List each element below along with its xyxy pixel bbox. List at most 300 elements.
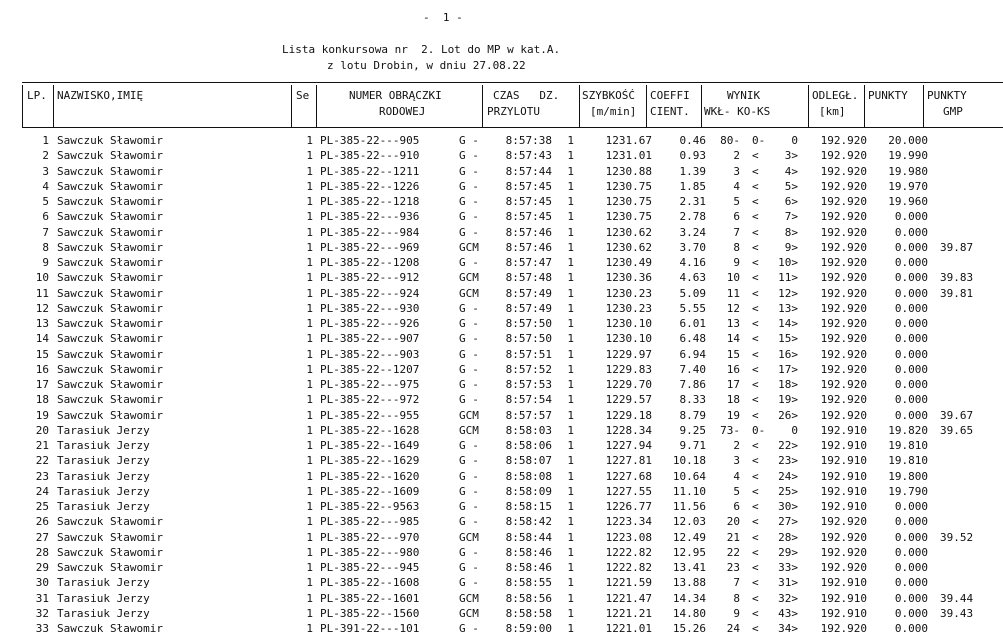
- cell-day: 1: [567, 515, 574, 529]
- cell-lp: 8: [42, 240, 49, 254]
- cell-day: 1: [567, 545, 574, 559]
- cell-day: 1: [567, 149, 574, 163]
- cell-points: 0.000: [894, 500, 928, 513]
- cell-points: 19.990: [888, 149, 928, 163]
- cell-lp: 17: [35, 378, 49, 391]
- cell-coeff: 10.64: [672, 469, 706, 483]
- cell-ko: <: [752, 347, 759, 361]
- cell-time: 8:58:46: [505, 545, 552, 559]
- cell-name: Tarasiuk Jerzy: [57, 576, 150, 590]
- cell-distance: 192.920: [820, 378, 867, 391]
- cell-coeff: 6.94: [679, 347, 706, 361]
- cell-name: Sawczuk Sławomir: [57, 332, 163, 346]
- cell-wkl: 18: [726, 393, 740, 407]
- cell-wkl: 14: [726, 332, 740, 346]
- cell-day: 1: [567, 210, 574, 224]
- cell-speed: 1221.01: [605, 622, 652, 635]
- cell-day: 1: [567, 561, 574, 574]
- cell-lp: 1: [42, 134, 49, 147]
- cell-wkl: 15: [726, 347, 740, 361]
- cell-se: 1: [306, 149, 313, 163]
- cell-day: 1: [567, 225, 574, 239]
- cell-day: 1: [567, 378, 574, 391]
- cell-ko: <: [752, 301, 759, 315]
- cell-se: 1: [306, 210, 313, 224]
- cell-distance: 192.920: [820, 393, 867, 407]
- cell-gmp: 39.67: [940, 408, 974, 422]
- cell-coeff: 12.49: [672, 530, 706, 544]
- cell-name: Sawczuk Sławomir: [57, 530, 163, 544]
- cell-coeff: 3.70: [679, 240, 706, 254]
- cell-points: 19.820: [888, 423, 928, 437]
- table-row: [0, 484, 1003, 499]
- header-name: NAZWISKO,IMIĘ: [57, 89, 144, 102]
- cell-category: G -: [459, 347, 479, 361]
- cell-category: G -: [459, 500, 479, 513]
- cell-points: 19.960: [888, 195, 928, 208]
- cell-day: 1: [567, 195, 574, 208]
- cell-wkl: 8: [733, 591, 740, 605]
- list-subtitle: z lotu Drobin, w dniu 27.08.22: [327, 59, 526, 72]
- cell-coeff: 10.18: [672, 454, 706, 468]
- cell-ks: 22>: [778, 439, 798, 452]
- cell-wkl: 5: [733, 195, 740, 208]
- cell-ko: <: [752, 179, 759, 193]
- cell-gmp: 39.87: [940, 240, 974, 254]
- cell-lp: 11: [35, 286, 49, 300]
- cell-name: Sawczuk Sławomir: [57, 271, 163, 285]
- cell-day: 1: [567, 271, 574, 285]
- cell-points: 0.000: [894, 347, 928, 361]
- table-row: [0, 133, 1003, 148]
- cell-ks: 28>: [778, 530, 798, 544]
- cell-ko: <: [752, 515, 759, 529]
- cell-coeff: 2.78: [679, 210, 706, 224]
- cell-lp: 30: [35, 576, 49, 590]
- cell-category: G -: [459, 225, 479, 239]
- header-gmp-sub: GMP: [943, 105, 963, 118]
- cell-category: G -: [459, 195, 479, 208]
- cell-points: 0.000: [894, 378, 928, 391]
- cell-points: 0.000: [894, 225, 928, 239]
- cell-ring: PL-385-22---926: [320, 317, 420, 330]
- page-number: - 1 -: [423, 11, 463, 24]
- cell-lp: 26: [35, 515, 49, 529]
- cell-distance: 192.910: [820, 500, 867, 513]
- cell-coeff: 3.24: [679, 225, 706, 239]
- table-row: [0, 179, 1003, 194]
- cell-time: 8:58:15: [505, 500, 552, 513]
- cell-se: 1: [306, 591, 313, 605]
- cell-ring: PL-385-22---903: [320, 347, 420, 361]
- results-table: [0, 133, 1003, 636]
- cell-distance: 192.920: [820, 179, 867, 193]
- cell-ring: PL-385-22---910: [320, 149, 420, 163]
- cell-ring: PL-385-22--1601: [320, 591, 420, 605]
- cell-wkl: 8: [733, 240, 740, 254]
- cell-distance: 192.920: [820, 530, 867, 544]
- cell-lp: 15: [35, 347, 49, 361]
- table-row: [0, 164, 1003, 179]
- cell-lp: 12: [35, 301, 49, 315]
- cell-wkl: 7: [733, 576, 740, 590]
- cell-name: Tarasiuk Jerzy: [57, 591, 150, 605]
- cell-speed: 1227.94: [605, 439, 652, 452]
- cell-name: Sawczuk Sławomir: [57, 347, 163, 361]
- cell-ks: 27>: [778, 515, 798, 529]
- cell-category: G -: [459, 515, 479, 529]
- cell-name: Sawczuk Sławomir: [57, 256, 163, 269]
- cell-ring: PL-385-22--9563: [320, 500, 420, 513]
- cell-category: G -: [459, 301, 479, 315]
- cell-points: 0.000: [894, 606, 928, 620]
- cell-ko: <: [752, 286, 759, 300]
- header-distance: ODLEGŁ.: [812, 89, 859, 102]
- cell-coeff: 15.26: [672, 622, 706, 635]
- cell-wkl: 2: [733, 149, 740, 163]
- cell-ks: 33>: [778, 561, 798, 574]
- cell-gmp: 39.52: [940, 530, 974, 544]
- cell-time: 8:57:50: [505, 317, 552, 330]
- cell-lp: 21: [35, 439, 49, 452]
- cell-day: 1: [567, 469, 574, 483]
- cell-gmp: 39.65: [940, 423, 974, 437]
- cell-name: Tarasiuk Jerzy: [57, 469, 150, 483]
- cell-ks: 3>: [784, 149, 798, 163]
- cell-wkl: 11: [726, 286, 740, 300]
- table-row: [0, 530, 1003, 545]
- table-row: [0, 316, 1003, 331]
- cell-points: 0.000: [894, 545, 928, 559]
- cell-ks: 31>: [778, 576, 798, 590]
- cell-category: G -: [459, 210, 479, 224]
- cell-se: 1: [306, 378, 313, 391]
- cell-category: GCM: [459, 591, 479, 605]
- cell-time: 8:57:52: [505, 362, 552, 376]
- cell-name: Sawczuk Sławomir: [57, 378, 163, 391]
- cell-distance: 192.910: [820, 591, 867, 605]
- cell-speed: 1230.62: [605, 225, 652, 239]
- cell-speed: 1222.82: [605, 545, 652, 559]
- table-row: [0, 423, 1003, 438]
- cell-speed: 1221.47: [605, 591, 652, 605]
- cell-time: 8:57:46: [505, 225, 552, 239]
- cell-ko: <: [752, 530, 759, 544]
- cell-day: 1: [567, 362, 574, 376]
- cell-se: 1: [306, 484, 313, 498]
- cell-points: 0.000: [894, 332, 928, 346]
- cell-time: 8:57:45: [505, 179, 552, 193]
- cell-coeff: 6.01: [679, 317, 706, 330]
- cell-points: 0.000: [894, 210, 928, 224]
- cell-wkl: 21: [726, 530, 740, 544]
- cell-se: 1: [306, 439, 313, 452]
- cell-time: 8:57:45: [505, 210, 552, 224]
- cell-speed: 1228.34: [605, 423, 652, 437]
- cell-ko: <: [752, 332, 759, 346]
- cell-ks: 12>: [778, 286, 798, 300]
- cell-time: 8:58:46: [505, 561, 552, 574]
- cell-ks: 15>: [778, 332, 798, 346]
- cell-lp: 29: [35, 561, 49, 574]
- cell-category: G -: [459, 317, 479, 330]
- table-header: [22, 82, 984, 128]
- cell-category: GCM: [459, 286, 479, 300]
- table-row: [0, 301, 1003, 316]
- cell-ks: 24>: [778, 469, 798, 483]
- cell-ko: <: [752, 317, 759, 330]
- cell-time: 8:57:57: [505, 408, 552, 422]
- table-row: [0, 591, 1003, 606]
- cell-ko: <: [752, 225, 759, 239]
- cell-category: G -: [459, 362, 479, 376]
- cell-ks: 0: [791, 423, 798, 437]
- cell-speed: 1223.34: [605, 515, 652, 529]
- cell-day: 1: [567, 393, 574, 407]
- cell-lp: 10: [35, 271, 49, 285]
- cell-name: Tarasiuk Jerzy: [57, 484, 150, 498]
- cell-points: 19.810: [888, 454, 928, 468]
- cell-ko: <: [752, 439, 759, 452]
- cell-se: 1: [306, 332, 313, 346]
- cell-distance: 192.920: [820, 210, 867, 224]
- cell-ks: 26>: [778, 408, 798, 422]
- cell-name: Sawczuk Sławomir: [57, 240, 163, 254]
- cell-points: 0.000: [894, 393, 928, 407]
- cell-name: Sawczuk Sławomir: [57, 286, 163, 300]
- cell-day: 1: [567, 301, 574, 315]
- cell-lp: 22: [35, 454, 49, 468]
- cell-day: 1: [567, 256, 574, 269]
- cell-time: 8:57:38: [505, 134, 552, 147]
- cell-speed: 1227.81: [605, 454, 652, 468]
- cell-time: 8:57:54: [505, 393, 552, 407]
- cell-coeff: 8.79: [679, 408, 706, 422]
- cell-speed: 1230.36: [605, 271, 652, 285]
- cell-lp: 2: [42, 149, 49, 163]
- header-result: WYNIK: [727, 89, 761, 102]
- cell-se: 1: [306, 240, 313, 254]
- cell-lp: 5: [42, 195, 49, 208]
- cell-name: Sawczuk Sławomir: [57, 210, 163, 224]
- cell-ring: PL-385-22--1560: [320, 606, 420, 620]
- cell-category: G -: [459, 439, 479, 452]
- cell-category: G -: [459, 545, 479, 559]
- cell-distance: 192.920: [820, 362, 867, 376]
- cell-distance: 192.910: [820, 454, 867, 468]
- cell-day: 1: [567, 347, 574, 361]
- cell-ring: PL-385-22---985: [320, 515, 420, 529]
- cell-wkl: 73-: [720, 423, 740, 437]
- cell-se: 1: [306, 256, 313, 269]
- cell-ks: 11>: [778, 271, 798, 285]
- cell-time: 8:57:49: [505, 286, 552, 300]
- table-row: [0, 575, 1003, 590]
- header-result-sub: WKŁ- KO-KS: [704, 105, 771, 118]
- cell-distance: 192.920: [820, 545, 867, 559]
- cell-points: 0.000: [894, 301, 928, 315]
- cell-speed: 1230.23: [605, 286, 652, 300]
- cell-ring: PL-385-22---945: [320, 561, 420, 574]
- cell-ring: PL-391-22---101: [320, 622, 420, 635]
- cell-speed: 1230.62: [605, 240, 652, 254]
- cell-coeff: 8.33: [679, 393, 706, 407]
- cell-time: 8:58:07: [505, 454, 552, 468]
- cell-distance: 192.920: [820, 164, 867, 178]
- table-row: [0, 392, 1003, 407]
- cell-category: G -: [459, 454, 479, 468]
- table-row: [0, 240, 1003, 255]
- cell-ring: PL-385-22---975: [320, 378, 420, 391]
- cell-wkl: 7: [733, 225, 740, 239]
- cell-category: G -: [459, 622, 479, 635]
- cell-wkl: 6: [733, 210, 740, 224]
- cell-ring: PL-385-22--1207: [320, 362, 420, 376]
- cell-ring: PL-385-22---980: [320, 545, 420, 559]
- cell-name: Sawczuk Sławomir: [57, 225, 163, 239]
- list-title: Lista konkursowa nr 2. Lot do MP w kat.A.: [282, 43, 561, 56]
- cell-wkl: 2: [733, 439, 740, 452]
- cell-se: 1: [306, 576, 313, 590]
- cell-time: 8:57:50: [505, 332, 552, 346]
- cell-points: 0.000: [894, 317, 928, 330]
- cell-coeff: 9.71: [679, 439, 706, 452]
- cell-name: Sawczuk Sławomir: [57, 317, 163, 330]
- cell-speed: 1221.21: [605, 606, 652, 620]
- cell-ring: PL-385-22--1608: [320, 576, 420, 590]
- cell-name: Sawczuk Sławomir: [57, 622, 163, 635]
- cell-lp: 25: [35, 500, 49, 513]
- cell-coeff: 2.31: [679, 195, 706, 208]
- cell-ko: <: [752, 256, 759, 269]
- cell-wkl: 12: [726, 301, 740, 315]
- cell-ring: PL-385-22--1620: [320, 469, 420, 483]
- cell-category: G -: [459, 484, 479, 498]
- cell-time: 8:57:47: [505, 256, 552, 269]
- cell-time: 8:58:03: [505, 423, 552, 437]
- table-row: [0, 286, 1003, 301]
- cell-speed: 1231.01: [605, 149, 652, 163]
- cell-ks: 18>: [778, 378, 798, 391]
- cell-coeff: 12.95: [672, 545, 706, 559]
- cell-ko: <: [752, 545, 759, 559]
- cell-wkl: 9: [733, 606, 740, 620]
- cell-ks: 25>: [778, 484, 798, 498]
- cell-day: 1: [567, 576, 574, 590]
- cell-ko: <: [752, 378, 759, 391]
- cell-speed: 1226.77: [605, 500, 652, 513]
- cell-ring: PL-385-22---924: [320, 286, 420, 300]
- cell-ks: 9>: [784, 240, 798, 254]
- cell-category: GCM: [459, 530, 479, 544]
- cell-distance: 192.920: [820, 195, 867, 208]
- cell-time: 8:58:06: [505, 439, 552, 452]
- cell-name: Tarasiuk Jerzy: [57, 439, 150, 452]
- cell-gmp: 39.81: [940, 286, 974, 300]
- cell-wkl: 19: [726, 408, 740, 422]
- cell-distance: 192.920: [820, 408, 867, 422]
- cell-time: 8:58:09: [505, 484, 552, 498]
- cell-ks: 43>: [778, 606, 798, 620]
- cell-day: 1: [567, 423, 574, 437]
- table-row: [0, 545, 1003, 560]
- cell-coeff: 13.88: [672, 576, 706, 590]
- cell-category: GCM: [459, 423, 479, 437]
- cell-time: 8:58:58: [505, 606, 552, 620]
- cell-distance: 192.910: [820, 576, 867, 590]
- cell-day: 1: [567, 454, 574, 468]
- cell-name: Tarasiuk Jerzy: [57, 423, 150, 437]
- cell-day: 1: [567, 164, 574, 178]
- cell-distance: 192.920: [820, 134, 867, 147]
- table-row: [0, 514, 1003, 529]
- cell-time: 8:57:49: [505, 301, 552, 315]
- cell-ring: PL-385-22---972: [320, 393, 420, 407]
- cell-se: 1: [306, 271, 313, 285]
- cell-category: G -: [459, 179, 479, 193]
- cell-name: Sawczuk Sławomir: [57, 164, 163, 178]
- cell-time: 8:57:44: [505, 164, 552, 178]
- cell-coeff: 14.80: [672, 606, 706, 620]
- cell-ring: PL-385-22---984: [320, 225, 420, 239]
- cell-wkl: 16: [726, 362, 740, 376]
- cell-coeff: 6.48: [679, 332, 706, 346]
- cell-lp: 31: [35, 591, 49, 605]
- cell-se: 1: [306, 515, 313, 529]
- cell-wkl: 23: [726, 561, 740, 574]
- cell-coeff: 0.46: [679, 134, 706, 147]
- cell-coeff: 13.41: [672, 561, 706, 574]
- cell-points: 0.000: [894, 515, 928, 529]
- cell-lp: 23: [35, 469, 49, 483]
- header-time-sub: PRZYLOTU: [487, 105, 540, 118]
- cell-name: Sawczuk Sławomir: [57, 301, 163, 315]
- cell-ko: <: [752, 362, 759, 376]
- cell-speed: 1229.83: [605, 362, 652, 376]
- cell-name: Sawczuk Sławomir: [57, 195, 163, 208]
- cell-lp: 3: [42, 164, 49, 178]
- cell-speed: 1230.75: [605, 210, 652, 224]
- cell-name: Sawczuk Sławomir: [57, 179, 163, 193]
- cell-points: 19.800: [888, 469, 928, 483]
- cell-speed: 1223.08: [605, 530, 652, 544]
- cell-ko: 0-: [752, 134, 766, 147]
- cell-name: Sawczuk Sławomir: [57, 134, 163, 147]
- table-row: [0, 606, 1003, 621]
- cell-se: 1: [306, 362, 313, 376]
- cell-distance: 192.920: [820, 286, 867, 300]
- cell-ko: <: [752, 408, 759, 422]
- cell-distance: 192.920: [820, 149, 867, 163]
- cell-se: 1: [306, 347, 313, 361]
- header-gmp: PUNKTY: [927, 89, 967, 102]
- cell-coeff: 1.85: [679, 179, 706, 193]
- cell-coeff: 14.34: [672, 591, 706, 605]
- cell-points: 0.000: [894, 240, 928, 254]
- cell-coeff: 9.25: [679, 423, 706, 437]
- cell-category: GCM: [459, 240, 479, 254]
- cell-name: Tarasiuk Jerzy: [57, 454, 150, 468]
- cell-points: 0.000: [894, 286, 928, 300]
- cell-ks: 5>: [784, 179, 798, 193]
- cell-name: Sawczuk Sławomir: [57, 362, 163, 376]
- cell-speed: 1229.70: [605, 378, 652, 391]
- cell-ko: <: [752, 606, 759, 620]
- table-row: [0, 225, 1003, 240]
- table-row: [0, 362, 1003, 377]
- cell-wkl: 4: [733, 179, 740, 193]
- cell-speed: 1227.68: [605, 469, 652, 483]
